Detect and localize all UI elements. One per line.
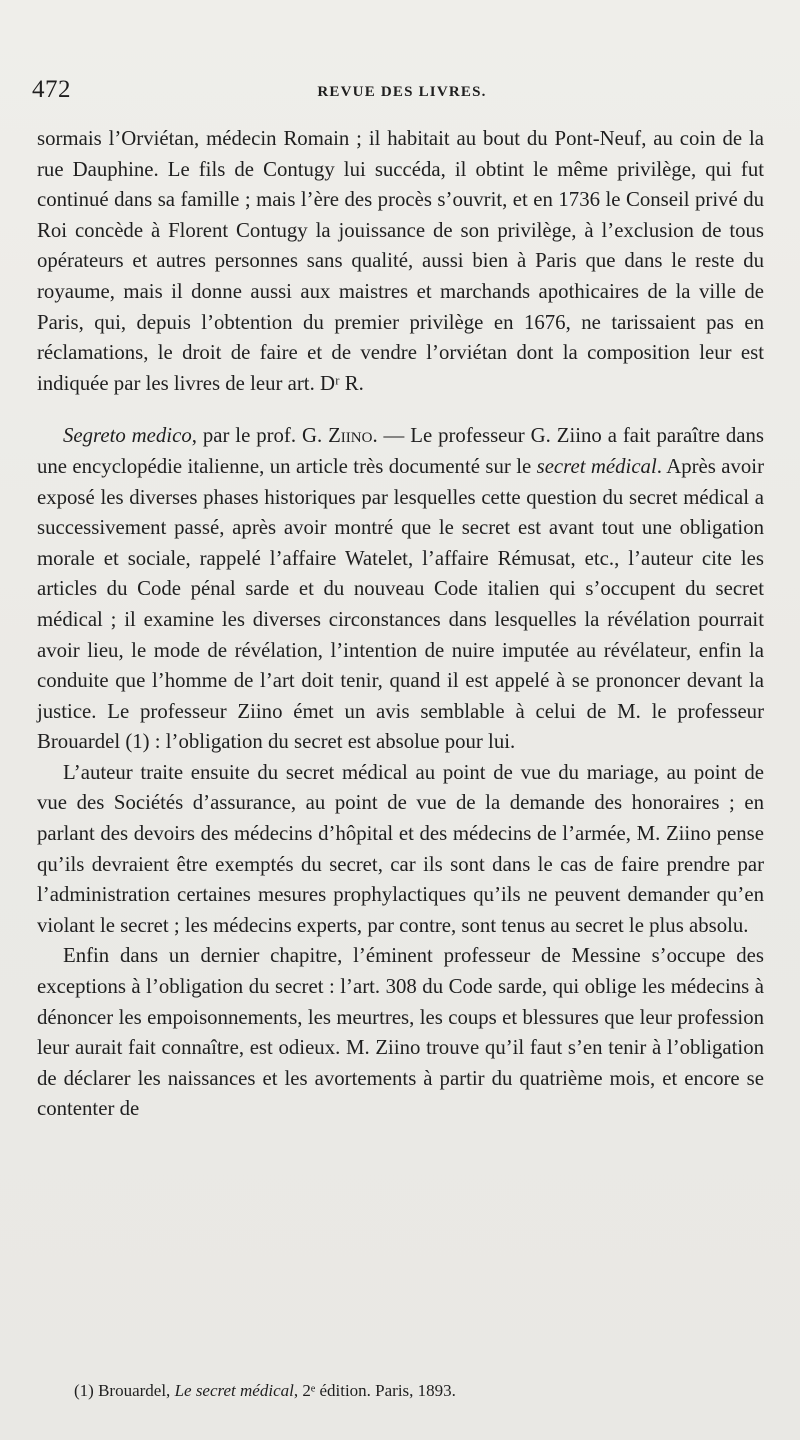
italic-phrase: secret médical	[536, 454, 657, 478]
running-title: REVUE DES LIVRES.	[317, 84, 487, 100]
footnote-marker: (1) Brouardel,	[74, 1381, 175, 1400]
paragraph-lead: . — Le professeur G. Ziino a fait paraître dans une encyclopédie italienne, un article très documenté sur le	[37, 424, 764, 478]
exceptions-paragraph: Enfin dans un dernier chapitre, l’éminent professeur de Messine s’occupe des exceptions à l’obligation du secret : l’art. 308 du Code sarde, qui oblige les médecins à dénoncer les empoisonnements, les meurtres, les coups et blessures que leur profession leur aurait fait connaître, est odieux. M. Ziino trouve qu’il faut s’en tenir à l’obligation de déclarer les naissances et les avortements à partir du quatrième mois, et encore se contenter de	[37, 944, 764, 1121]
footnote-title: Le secret médical	[174, 1381, 294, 1400]
mariage-paragraph: L’auteur traite ensuite du secret médical au point de vue du mariage, au point de vue des Sociétés d’assurance, au point de vue de la demande des honoraires ; en parlant des devoirs des médecins d’hôpital et des médecins de l’armée, M. Ziino pense qu’ils devraient être exemptés du secret, car ils sont dans le cas de faire prendre par l’administration certaines mesures prophylactiques qu’ils ne peuvent demander qu’en violant le secret ; les médecins experts, par contre, sont tenus au secret le plus absolu.	[37, 760, 764, 937]
book-title: Segreto medico	[63, 424, 192, 448]
footnote	[74, 1380, 764, 1402]
orvietan-text: sormais l’Orviétan, médecin Romain ; il habitait au bout du Pont-Neuf, au coin de la rue Dauphine. Le fils de Contugy lui succéda, il obtint le même privilège, qui fut continué dans sa famille ; mais l’ère des procès s’ouvrit, et en 1736 le Conseil privé du Roi concède à Florent Contugy la jouissance de son privilège, à l’exclusion de tous opérateurs et autres personnes sans qualité, aussi bien à Paris que dans le reste du royaume, mais il donne aussi aux maistres et marchands apothicaires de la ville de Paris, qui, depuis l’obtention du premier privilège en 1676, ne tarissaient pas en réclamations, le droit de faire et de vendre l’orviétan dont la composition leur est indiquée par les livres de leur art.	[37, 127, 764, 395]
author-signature: Dʳ R.	[319, 371, 364, 395]
segreto-medico-paragraph	[37, 421, 764, 758]
author-name: Ziino	[328, 424, 373, 448]
footnote-rest: , 2ᵉ édition. Paris, 1893.	[293, 1381, 456, 1400]
paragraph-rest: . Après avoir exposé les diverses phases historiques par lesquelles cette question du secret médical a successivement passé, après avoir montré que le secret est avant tout une obligation morale et sociale, rappelé l’affaire Watelet, l’affaire Rémusat, etc., l’auteur cite les articles du Code pénal sarde et du nouveau Code italien qui s’occupent du secret médical ; il examine les diverses circonstances dans lesquelles la révélation pourrait avoir lieu, le mode de révélation, l’intention de nuire imputée au révélateur, enfin la conduite que l’homme de l’art doit tenir, quand il est appelé à se prononcer devant la justice. Le professeur Ziino émet un avis semblable à celui de M. le professeur Brouardel (1) : l’obligation du secret est absolue pour lui.	[37, 454, 764, 754]
page-header	[32, 76, 772, 112]
byline: , par le prof. G.	[191, 424, 329, 448]
section-gap	[37, 399, 764, 421]
body-text	[37, 124, 764, 1125]
orvietan-paragraph	[37, 124, 764, 399]
page-number: 472	[32, 76, 71, 103]
